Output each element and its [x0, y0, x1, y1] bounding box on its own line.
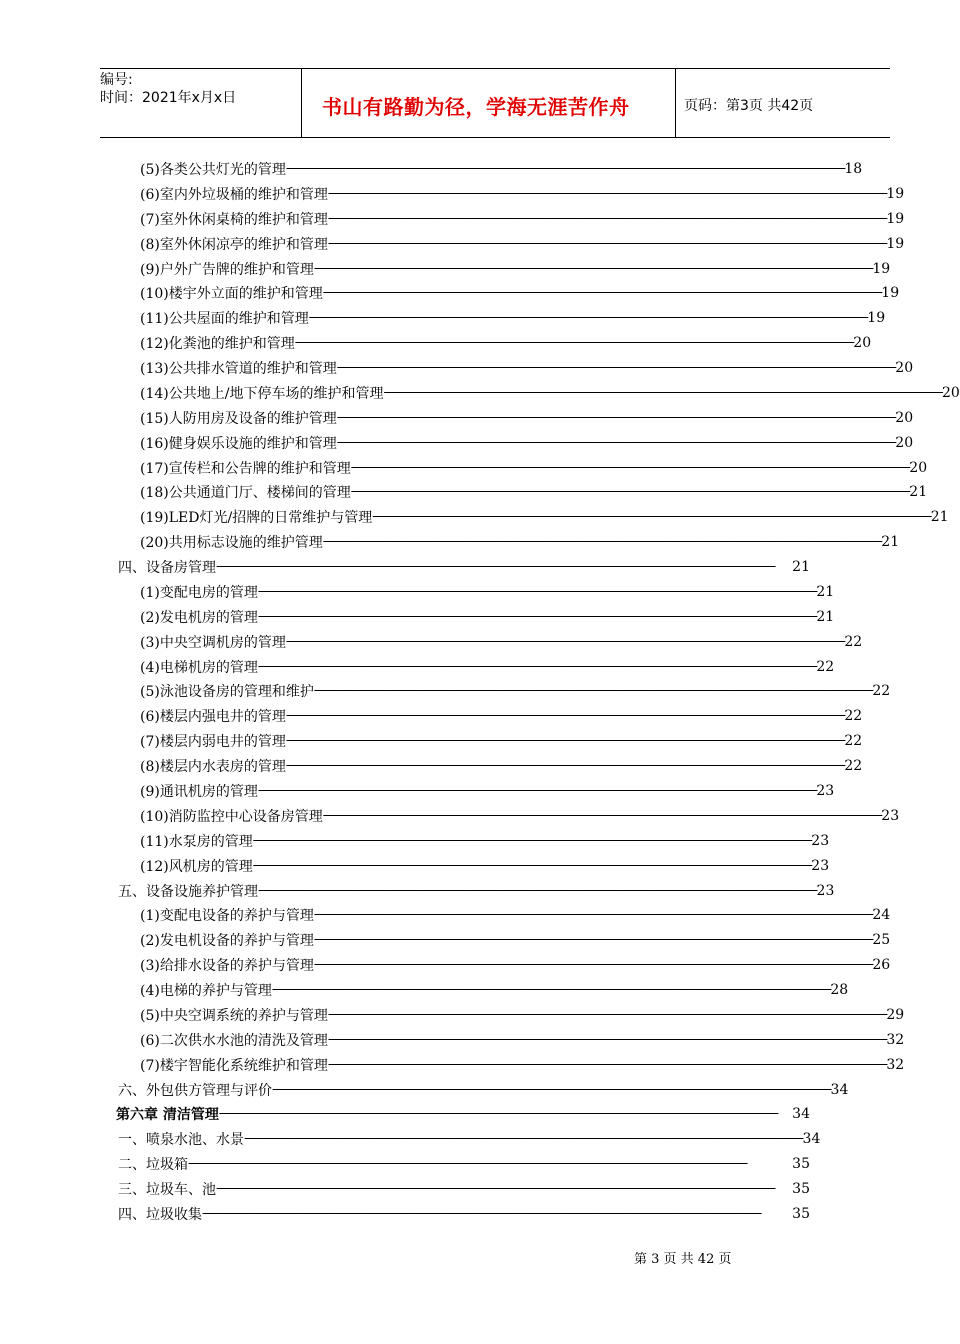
toc-entry-page: 34	[802, 1131, 821, 1148]
toc-entry-title: 一、喷泉水池、水景	[118, 1132, 244, 1149]
toc-entry-page: 18	[844, 161, 863, 177]
toc-entry[interactable]	[140, 531, 900, 553]
toc-entry[interactable]	[140, 432, 914, 454]
toc-entry-title: (5)泳池设备房的管理和维护	[140, 684, 314, 701]
toc-dot-leader: --------------------------------------------------------------------------------------------------------------------------------------------------------------------------------------------------------	[322, 534, 882, 550]
toc-entry-title: (4)电梯机房的管理	[140, 659, 258, 676]
toc-entry-page: 20	[895, 360, 914, 377]
toc-entry-page: 25	[872, 932, 891, 949]
toc-entry[interactable]	[140, 506, 949, 528]
toc-dot-leader: --------------------------------------------------------------------------------------------------------------------------------------------------------------------------------------------------------	[327, 1006, 887, 1022]
toc-dot-leader: --------------------------------------------------------------------------------------------------------------------------------------------------------------------------------------------------------	[285, 633, 845, 649]
toc-entry-title: 第六章 清洁管理	[116, 1107, 219, 1124]
toc-entry[interactable]	[140, 954, 891, 976]
toc-entry-page: 19	[886, 210, 905, 227]
toc-entry-title: (6)二次供水水池的清洗及管理	[140, 1032, 328, 1049]
toc-entry[interactable]	[140, 606, 835, 628]
toc-entry-page: 22	[844, 708, 863, 725]
toc-dot-leader: --------------------------------------------------------------------------------------------------------------------------------------------------------------------------------------------------------	[188, 1156, 747, 1172]
toc-entry[interactable]	[140, 1029, 905, 1051]
toc-entry[interactable]	[140, 407, 914, 429]
toc-entry-page: 23	[811, 832, 830, 849]
toc-dot-leader: --------------------------------------------------------------------------------------------------------------------------------------------------------------------------------------------------------	[350, 459, 910, 475]
toc-entry-page: 22	[816, 658, 835, 675]
toc-entry-title: (3)中央空调机房的管理	[140, 634, 286, 651]
toc-entry-page: 32	[886, 1056, 905, 1073]
toc-entry[interactable]	[140, 780, 835, 802]
toc-entry-page: 19	[881, 285, 900, 302]
toc-dot-leader: --------------------------------------------------------------------------------------------------------------------------------------------------------------------------------------------------------	[218, 1106, 778, 1122]
toc-entry-title: (13)公共排水管道的维护和管理	[140, 361, 337, 378]
toc-entry-title: (6)室内外垃圾桶的维护和管理	[140, 186, 328, 203]
toc-entry[interactable]	[140, 208, 905, 230]
toc-entry-title: (11)水泵房的管理	[140, 833, 253, 850]
toc-entry[interactable]	[140, 656, 835, 678]
toc-entry[interactable]	[118, 556, 810, 578]
toc-entry-title: (18)公共通道门厅、楼梯间的管理	[140, 485, 351, 502]
toc-entry-page: 21	[816, 608, 835, 625]
toc-entry[interactable]	[140, 755, 863, 777]
toc-entry-title: (14)公共地上/地下停车场的维护和管理	[140, 385, 384, 402]
toc-dot-leader: --------------------------------------------------------------------------------------------------------------------------------------------------------------------------------------------------------	[322, 285, 882, 301]
toc-dot-leader: --------------------------------------------------------------------------------------------------------------------------------------------------------------------------------------------------------	[313, 932, 873, 948]
toc-dot-leader: --------------------------------------------------------------------------------------------------------------------------------------------------------------------------------------------------------	[285, 758, 845, 774]
toc-entry-page: 19	[872, 260, 891, 277]
toc-entry-page: 23	[811, 857, 830, 874]
toc-dot-leader: --------------------------------------------------------------------------------------------------------------------------------------------------------------------------------------------------------	[327, 1031, 887, 1047]
toc-dot-leader: --------------------------------------------------------------------------------------------------------------------------------------------------------------------------------------------------------	[372, 509, 931, 525]
toc-entry-title: 四、设备房管理	[118, 560, 216, 577]
document-time: 时间：2021年x月x日	[100, 90, 237, 106]
toc-entry[interactable]	[140, 282, 900, 304]
toc-entry[interactable]	[140, 158, 863, 180]
toc-entry-page: 22	[844, 733, 863, 750]
toc-entry-page: 21	[792, 559, 810, 576]
toc-entry-page: 19	[867, 310, 886, 327]
toc-dot-leader: --------------------------------------------------------------------------------------------------------------------------------------------------------------------------------------------------------	[257, 783, 817, 798]
toc-entry[interactable]	[140, 382, 960, 404]
toc-dot-leader: --------------------------------------------------------------------------------------------------------------------------------------------------------------------------------------------------------	[202, 1205, 761, 1221]
toc-entry[interactable]	[140, 357, 914, 379]
header-page-cell	[676, 69, 890, 137]
toc-entry-title: (5)各类公共灯光的管理	[140, 162, 286, 178]
toc-entry[interactable]	[140, 855, 830, 877]
toc-entry-title: 二、垃圾箱	[118, 1157, 188, 1174]
toc-entry-page: 19	[886, 185, 905, 202]
toc-dot-leader: --------------------------------------------------------------------------------------------------------------------------------------------------------------------------------------------------------	[383, 384, 942, 400]
toc-entry-page: 19	[886, 235, 905, 252]
page-header	[100, 68, 890, 138]
toc-entry-title: 五、设备设施养护管理	[118, 883, 258, 900]
toc-entry-title: 四、垃圾收集	[118, 1206, 202, 1223]
toc-entry[interactable]	[140, 631, 863, 653]
toc-dot-leader: --------------------------------------------------------------------------------------------------------------------------------------------------------------------------------------------------------	[313, 683, 873, 699]
toc-dot-leader: --------------------------------------------------------------------------------------------------------------------------------------------------------------------------------------------------------	[308, 310, 868, 326]
toc-entry-title: 三、垃圾车、池	[118, 1182, 216, 1199]
toc-entry-page: 29	[886, 1006, 905, 1023]
toc-entry-title: (16)健身娱乐设施的维护和管理	[140, 435, 337, 452]
toc-entry[interactable]	[140, 457, 928, 479]
toc-dot-leader: --------------------------------------------------------------------------------------------------------------------------------------------------------------------------------------------------------	[272, 1081, 831, 1097]
toc-dot-leader: --------------------------------------------------------------------------------------------------------------------------------------------------------------------------------------------------------	[327, 185, 887, 201]
toc-entry-page: 22	[844, 758, 863, 775]
toc-entry-title: (11)公共屋面的维护和管理	[140, 311, 309, 328]
toc-entry-page: 22	[872, 683, 891, 700]
toc-dot-leader: --------------------------------------------------------------------------------------------------------------------------------------------------------------------------------------------------------	[336, 434, 896, 450]
toc-dot-leader: --------------------------------------------------------------------------------------------------------------------------------------------------------------------------------------------------------	[327, 1056, 887, 1072]
toc-dot-leader: --------------------------------------------------------------------------------------------------------------------------------------------------------------------------------------------------------	[216, 559, 775, 575]
toc-entry-title: (2)发电机房的管理	[140, 609, 258, 626]
toc-entry-title: (12)风机房的管理	[140, 858, 253, 875]
toc-entry-title: 六、外包供方管理与评价	[118, 1082, 272, 1099]
toc-entry-page: 20	[895, 434, 914, 451]
toc-entry-title: (1)变配电房的管理	[140, 584, 258, 601]
toc-entry[interactable]	[118, 880, 835, 902]
toc-entry[interactable]	[140, 830, 830, 852]
toc-dot-leader: --------------------------------------------------------------------------------------------------------------------------------------------------------------------------------------------------------	[313, 260, 873, 276]
toc-dot-leader: --------------------------------------------------------------------------------------------------------------------------------------------------------------------------------------------------------	[294, 335, 854, 351]
toc-entry-page: 26	[872, 957, 891, 974]
toc-entry[interactable]	[140, 183, 905, 205]
toc-dot-leader: --------------------------------------------------------------------------------------------------------------------------------------------------------------------------------------------------------	[252, 832, 812, 848]
toc-entry[interactable]	[140, 929, 891, 951]
toc-dot-leader: --------------------------------------------------------------------------------------------------------------------------------------------------------------------------------------------------------	[257, 658, 817, 674]
toc-entry-page: 23	[816, 783, 835, 799]
toc-dot-leader: --------------------------------------------------------------------------------------------------------------------------------------------------------------------------------------------------------	[322, 807, 882, 823]
toc-entry[interactable]	[140, 1054, 905, 1076]
toc-dot-leader: --------------------------------------------------------------------------------------------------------------------------------------------------------------------------------------------------------	[285, 708, 845, 724]
toc-entry-title: (15)人防用房及设备的维护管理	[140, 410, 337, 427]
toc-entry-title: (17)宣传栏和公告牌的维护和管理	[140, 460, 351, 477]
toc-entry[interactable]	[118, 1203, 810, 1225]
toc-entry-page: 34	[830, 1081, 849, 1098]
toc-entry-page: 21	[909, 484, 928, 501]
toc-entry-page: 20	[909, 459, 928, 476]
toc-entry-page: 20	[895, 409, 914, 426]
toc-entry-title: (7)楼层内弱电井的管理	[140, 734, 286, 751]
toc-dot-leader: --------------------------------------------------------------------------------------------------------------------------------------------------------------------------------------------------------	[244, 1131, 803, 1147]
toc-entry-page: 35	[792, 1156, 810, 1173]
toc-entry-title: (2)发电机设备的养护与管理	[140, 933, 314, 950]
toc-entry[interactable]	[140, 730, 863, 752]
toc-dot-leader: --------------------------------------------------------------------------------------------------------------------------------------------------------------------------------------------------------	[313, 957, 873, 973]
toc-entry-page: 21	[930, 509, 949, 526]
toc-entry-title: (9)通讯机房的管理	[140, 784, 258, 800]
toc-entry-page: 35	[792, 1205, 810, 1222]
toc-entry[interactable]	[116, 1103, 810, 1125]
toc-entry-title: (3)给排水设备的养护与管理	[140, 958, 314, 975]
toc-entry-title: (8)楼层内水表房的管理	[140, 759, 286, 776]
toc-entry-title: (9)户外广告牌的维护和管理	[140, 261, 314, 278]
toc-entry-title: (6)楼层内强电井的管理	[140, 709, 286, 726]
toc-entry-page: 24	[872, 907, 891, 924]
toc-entry[interactable]	[140, 805, 900, 827]
toc-entry-page: 22	[844, 633, 863, 650]
toc-entry-page: 23	[816, 882, 835, 899]
toc-entry[interactable]	[140, 332, 872, 354]
toc-dot-leader: --------------------------------------------------------------------------------------------------------------------------------------------------------------------------------------------------------	[216, 1181, 775, 1197]
page-footer: 第 3 页 共 42 页	[634, 1252, 732, 1267]
toc-entry[interactable]	[140, 233, 905, 255]
header-motto-cell	[302, 69, 676, 137]
toc-entry[interactable]	[140, 904, 891, 926]
toc-entry-title: (10)楼宇外立面的维护和管理	[140, 286, 323, 303]
header-meta	[100, 69, 302, 137]
toc-entry-page: 20	[942, 384, 960, 401]
toc-entry[interactable]	[118, 1153, 810, 1175]
toc-entry[interactable]	[118, 1178, 810, 1200]
toc-entry[interactable]	[140, 1004, 905, 1026]
toc-entry[interactable]	[140, 258, 891, 280]
toc-dot-leader: --------------------------------------------------------------------------------------------------------------------------------------------------------------------------------------------------------	[257, 583, 817, 599]
toc-entry-page: 34	[792, 1106, 810, 1123]
document-number-label: 编号:	[100, 72, 133, 88]
toc-entry-title: (20)共用标志设施的维护管理	[140, 535, 323, 552]
toc-dot-leader: --------------------------------------------------------------------------------------------------------------------------------------------------------------------------------------------------------	[327, 210, 887, 226]
toc-entry[interactable]	[140, 979, 849, 1001]
toc-dot-leader: --------------------------------------------------------------------------------------------------------------------------------------------------------------------------------------------------------	[271, 982, 831, 998]
header-motto: 书山有路勤为径，学海无涯苦作舟	[322, 95, 630, 119]
toc-dot-leader: --------------------------------------------------------------------------------------------------------------------------------------------------------------------------------------------------------	[285, 161, 845, 176]
toc-entry[interactable]	[140, 680, 891, 702]
toc-entry-title: (5)中央空调系统的养护与管理	[140, 1007, 328, 1024]
toc-entry-page: 20	[853, 335, 872, 352]
toc-entry[interactable]	[118, 1128, 821, 1150]
toc-dot-leader: --------------------------------------------------------------------------------------------------------------------------------------------------------------------------------------------------------	[313, 907, 873, 923]
toc-entry-title: (7)室外休闲桌椅的维护和管理	[140, 211, 328, 228]
toc-dot-leader: --------------------------------------------------------------------------------------------------------------------------------------------------------------------------------------------------------	[252, 857, 812, 873]
toc-entry-title: (4)电梯的养护与管理	[140, 983, 272, 1000]
toc-dot-leader: --------------------------------------------------------------------------------------------------------------------------------------------------------------------------------------------------------	[336, 409, 896, 425]
toc-entry-title: (8)室外休闲凉亭的维护和管理	[140, 236, 328, 253]
toc-entry-title: (19)LED灯光/招牌的日常维护与管理	[140, 510, 373, 527]
toc-entry[interactable]	[140, 481, 928, 503]
toc-entry[interactable]	[140, 705, 863, 727]
toc-entry-title: (7)楼宇智能化系统维护和管理	[140, 1057, 328, 1074]
toc-dot-leader: --------------------------------------------------------------------------------------------------------------------------------------------------------------------------------------------------------	[258, 882, 817, 898]
toc-entry-page: 23	[881, 807, 900, 824]
toc-dot-leader: --------------------------------------------------------------------------------------------------------------------------------------------------------------------------------------------------------	[336, 360, 896, 376]
toc-entry-page: 21	[816, 583, 835, 600]
toc-entry-page: 35	[792, 1181, 810, 1198]
header-page-info: 页码：第3页 共42页	[684, 98, 814, 114]
toc-entry[interactable]	[118, 1079, 849, 1101]
toc-entry-title: (10)消防监控中心设备房管理	[140, 808, 323, 825]
toc-entry-page: 21	[881, 534, 900, 551]
toc-entry[interactable]	[140, 581, 835, 603]
toc-entry-title: (1)变配电设备的养护与管理	[140, 908, 314, 925]
toc-entry[interactable]	[140, 307, 886, 329]
toc-dot-leader: --------------------------------------------------------------------------------------------------------------------------------------------------------------------------------------------------------	[285, 733, 845, 749]
toc-dot-leader: --------------------------------------------------------------------------------------------------------------------------------------------------------------------------------------------------------	[327, 235, 887, 251]
toc-dot-leader: --------------------------------------------------------------------------------------------------------------------------------------------------------------------------------------------------------	[350, 484, 910, 500]
toc-entry-page: 32	[886, 1031, 905, 1048]
toc-dot-leader: --------------------------------------------------------------------------------------------------------------------------------------------------------------------------------------------------------	[257, 608, 817, 624]
toc-entry-page: 28	[830, 982, 849, 999]
toc-entry-title: (12)化粪池的维护和管理	[140, 336, 295, 353]
